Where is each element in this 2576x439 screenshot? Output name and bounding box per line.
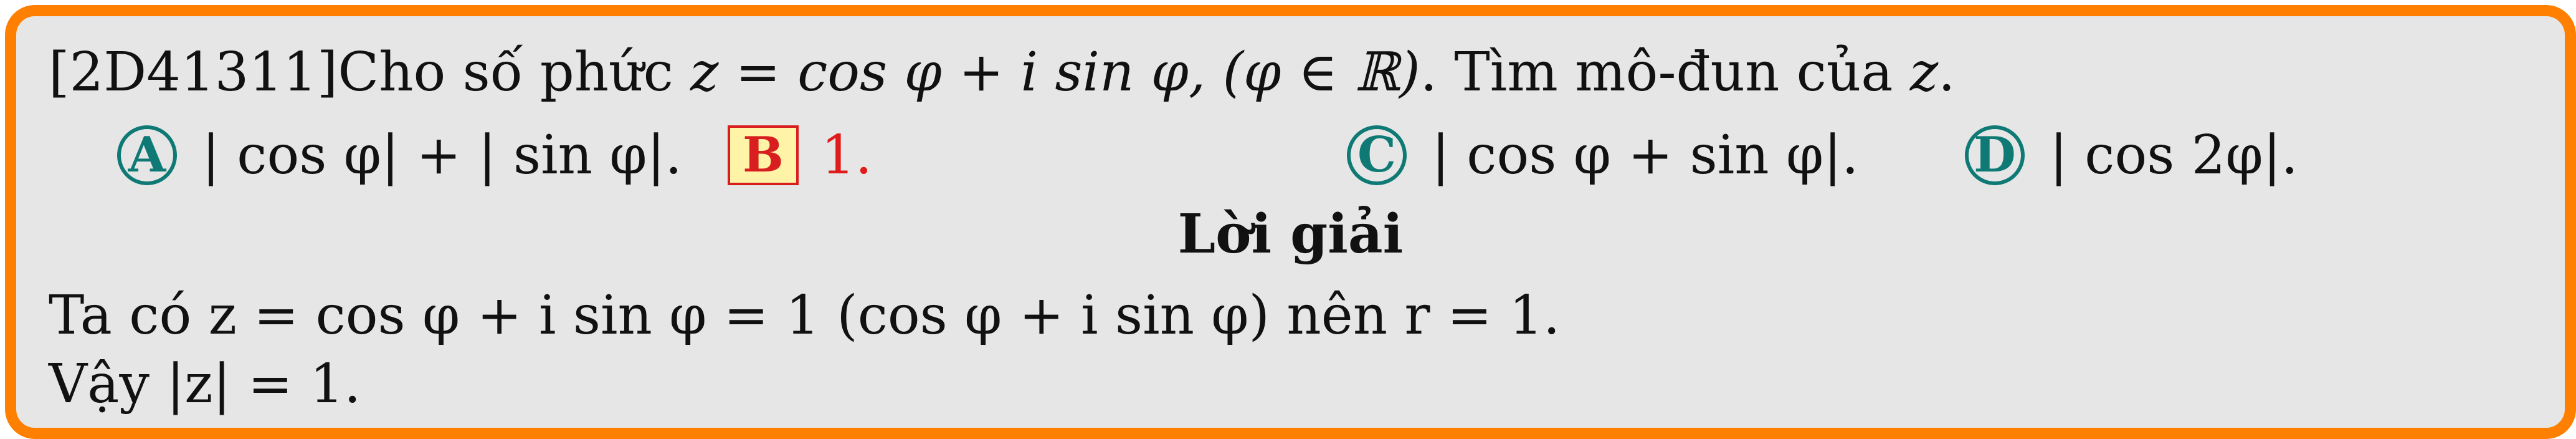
options-row [16,121,2565,190]
option-c-content: | cos φ + sin φ|. [1432,124,1859,186]
option-d[interactable] [1965,121,2298,190]
problem-card [5,5,2576,439]
question-text-prefix: Cho số phức [338,41,691,104]
option-b[interactable] [728,121,872,190]
option-c-letter: C [1347,125,1407,185]
option-c[interactable] [1347,121,1859,190]
option-b-letter: B [728,125,799,185]
question-text-suffix: . Tìm mô-đun của [1420,41,1910,104]
question-target: z [1909,41,1939,104]
option-b-content: 1. [821,124,873,186]
question-formula: z = cos φ + i sin φ, (φ ∈ ℝ) [690,41,1420,104]
question-line [49,41,1956,104]
solution-line-1: Ta có z = cos φ + i sin φ = 1 (cos φ + i sin φ) nên r = 1. [49,284,1561,347]
option-a-content: | cos φ| + | sin φ|. [202,124,682,186]
option-a[interactable] [117,121,682,190]
question-end: . [1938,41,1956,104]
option-d-letter: D [1965,125,2025,185]
option-d-content: | cos 2φ|. [2050,124,2298,186]
solution-heading: Lời giải [1177,203,1404,266]
option-a-letter: A [117,125,177,185]
question-code: [2D41311] [49,41,338,104]
solution-line-2: Vậy |z| = 1. [49,353,361,415]
